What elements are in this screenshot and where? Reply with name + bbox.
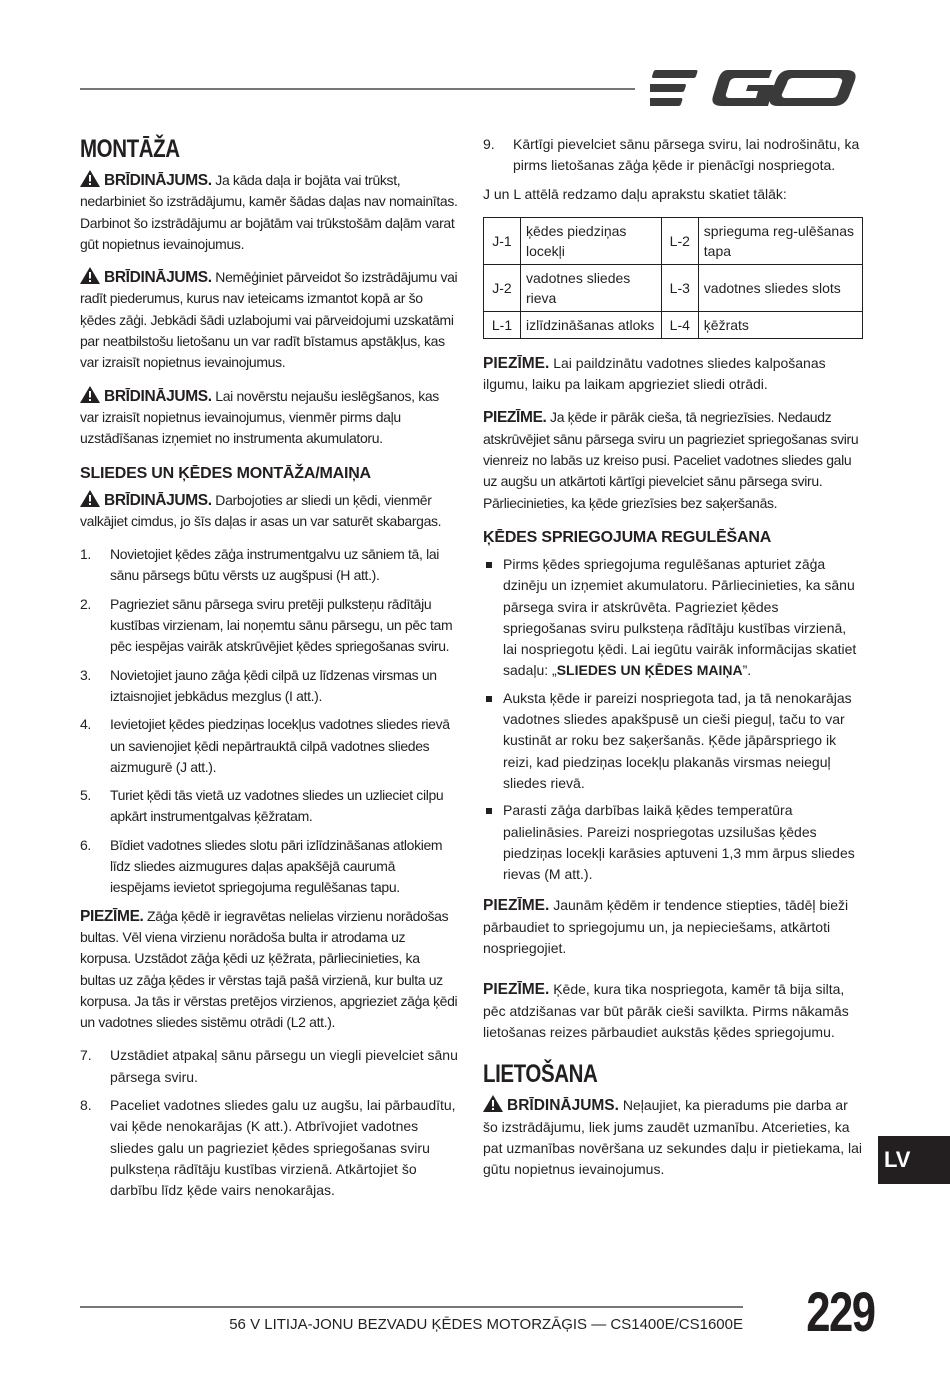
note-label: PIEZĪME. — [483, 409, 547, 427]
step-item — [80, 1045, 458, 1088]
table-intro: J un L attēlā redzamo daļu aprakstu skatiet tālāk: — [483, 185, 787, 202]
warning-label: BRĪDINĀJUMS. — [507, 1097, 619, 1115]
step-item — [80, 594, 458, 658]
step-item — [80, 785, 458, 828]
step-item — [80, 835, 458, 899]
step-text: Bīdiet vadotnes sliedes slotu pāri izlīdzināšanas atlokiem līdz sliedes aizmugures daļas apakšējā caurumā iespējams ievietot spriegojuma regulēšanas tapu. — [110, 836, 443, 896]
part-desc: vadotnes sliedes rieva — [521, 264, 662, 311]
parts-table — [483, 217, 863, 339]
warning-paragraph — [483, 1095, 863, 1180]
note-label: PIEZĪME. — [483, 897, 550, 915]
assembly-steps-continued — [80, 1045, 458, 1201]
warning-triangle-icon — [80, 170, 100, 187]
step-number: 4. — [80, 716, 91, 733]
warning-paragraph — [80, 267, 458, 373]
step-item — [80, 1095, 458, 1201]
subsection-title-tension: ĶĒDES SPRIEGOJUMA REGULĒŠANA — [483, 528, 772, 546]
note-paragraph — [483, 353, 863, 396]
right-column — [483, 134, 863, 1192]
bullet-square-icon — [486, 696, 492, 702]
step-text: Novietojiet ķēdes zāģa instrumentgalvu uz sāniem tā, lai sānu pārsegs būtu vērsts uz augšpusi (H att.). — [110, 546, 440, 584]
bullet-text-after: ”. — [742, 662, 752, 679]
bullet-bold-ref: SLIEDES UN ĶĒDES MAIŅA — [556, 662, 743, 679]
note-paragraph — [483, 895, 863, 959]
note-label: PIEZĪME. — [483, 354, 550, 372]
assembly-step-9 — [483, 134, 863, 177]
step-item — [80, 544, 458, 587]
warning-triangle-icon — [80, 267, 100, 284]
header-rule — [80, 88, 635, 90]
bullet-text: Pirms ķēdes spriegojuma regulēšanas apturiet zāģa dzinēju un izņemiet akumulatoru. Pārliecinieties, ka sānu pārsega svira ir atskrūvēta. Pagrieziet ķēdes spriegošanas sviru pulksteņa rādītāju kustības virzienā, lai nospriegotu ķēdi. Lai iegūtu vairāk informācijas skatiet sadaļu: „ — [503, 555, 857, 679]
note-text: Zāģa ķēdē ir iegravētas nelielas virzienu norādošas bultas. Vēl viena virzienu norādoša bulta ir atrodama uz korpusa. Uzstādot zāģa ķēdi uz ķēžrata, pārliecinieties, ka bultas uz zāģa ķēdes ir vērstas tajā pašā virzienā, kur bulta uz korpusa. Ja tās ir vērstas pretējos virzienos, apgrieziet zāģa ķēdi un vadotnes sliedes sistēmu otrādi (L2 att.). — [80, 907, 458, 1031]
step-number: 3. — [80, 666, 91, 683]
step-number: 7. — [80, 1047, 92, 1064]
warning-text: Darbojoties ar sliedi un ķēdi, vienmēr valkājiet cimdus, jo šīs daļas ir asas un var saturēt skabargas. — [80, 491, 442, 529]
part-code: L-4 — [661, 311, 698, 338]
warning-triangle-icon — [80, 490, 100, 507]
section-title-montaza: MONTĀŽA — [80, 135, 180, 163]
table-row — [484, 264, 863, 311]
assembly-steps — [80, 544, 458, 898]
step-number: 2. — [80, 595, 91, 612]
note-text: Ķēde, kura tika nospriegota, kamēr tā bija silta, pēc atdzišanas var būt pārāk cieši savilkta. Pirms nākamās lietošanas reizes pārbaudiet aukstās ķēdes spriegojumu. — [483, 981, 849, 1040]
step-text: Novietojiet jauno zāģa ķēdi cilpā uz līdzenas virsmas un iztaisnojiet jebkādus mezglus (I att.). — [110, 666, 437, 704]
step-number: 8. — [80, 1096, 92, 1113]
step-text: Turiet ķēdi tās vietā uz vadotnes sliedes un uzlieciet cilpu apkārt instrumentgalvas ķēžratam. — [110, 787, 444, 825]
note-paragraph — [483, 979, 863, 1043]
table-row — [484, 311, 863, 338]
part-desc: izlīdzināšanas atloks — [521, 311, 662, 338]
warning-paragraph — [80, 386, 458, 450]
part-desc: ķēdes piedziņas locekļi — [521, 217, 662, 264]
step-number: 6. — [80, 836, 91, 853]
bullet-text: Auksta ķēde ir pareizi nospriegota tad, ja tā nenokarājas vadotnes sliedes apakšpusē un cieši pieguļ, taču to var kustināt ar roku bez saķeršanās. Ķēde jāpārspriego ik reizi, kad piedziņas locekļu plakanās virsmas neieguļ sliedes rievā. — [503, 689, 852, 791]
warning-label: BRĪDINĀJUMS. — [104, 387, 212, 405]
step-number: 1. — [80, 546, 91, 563]
step-text: Paceliet vadotnes sliedes galu uz augšu, lai pārbaudītu, vai ķēde nenokarājas (K att.). Atbrīvojiet vadotnes sliedes galu un pagrieziet ķēdes spriegošanas sviru pulksteņa rādītāju kustības virzienā. Atkārtojiet šo darbību līdz ķēde vairs nenokarājas. — [110, 1096, 456, 1199]
part-desc: ķēžrats — [698, 311, 862, 338]
part-desc: vadotnes sliedes slots — [698, 264, 862, 311]
warning-triangle-icon — [483, 1095, 503, 1112]
step-item — [483, 134, 863, 177]
part-code: J-1 — [484, 217, 521, 264]
step-text: Uzstādiet atpakaļ sānu pārsegu un viegli pievelciet sānu pārsega sviru. — [110, 1047, 458, 1085]
warning-paragraph — [80, 170, 458, 255]
warning-text: Lai novērstu nejaušu ieslēgšanos, kas var izraisīt nopietnus ievainojumus, vienmēr pirms daļu uzstādīšanas izņemiet no instrumenta akumulatoru. — [80, 387, 439, 447]
language-tab: LV — [878, 1136, 950, 1184]
bullet-item — [483, 554, 863, 682]
footer-rule — [80, 1306, 743, 1308]
bullet-item — [483, 688, 863, 794]
step-item — [80, 714, 458, 778]
part-code: L-3 — [661, 264, 698, 311]
part-code: L-2 — [661, 217, 698, 264]
step-text: Ievietojiet ķēdes piedziņas locekļus vadotnes sliedes rievā un savienojiet ķēdi nepārtrauktā cilpā vadotnes sliedes aizmugurē (J att.). — [110, 716, 450, 775]
tension-bullets — [483, 554, 863, 885]
warning-text: Nemēģiniet pārveidot šo izstrādājumu vai radīt piederumus, kurus nav ieteicams izmantot kopā ar šo ķēdes zāģi. Jebkādi šādi uzlabojumi vai pārveidojumi uzskatāmi par neatbilstošu lietošanu un var radīt bīstamus apstākļus, kas var izraisīt nopietnus ievainojumus. — [80, 269, 458, 371]
step-number: 9. — [483, 136, 495, 152]
subsection-title-bar-chain: SLIEDES UN ĶĒDES MONTĀŽA/MAIŅA — [80, 464, 371, 482]
note-text: Ja ķēde ir pārāk cieša, tā negriezīsies. Nedaudz atskrūvējiet sānu pārsega sviru un pagrieziet spriegošanas sviru vienreiz no labās uz kreiso pusi. Paceliet vadotnes sliedes galu uz augšu un atkārtoti kārtīgi pievelciet sānu pārsega sviru. Pārliecinieties, ka ķēde griezīsies bez saķeršanās. — [483, 409, 859, 511]
note-text: Jaunām ķēdēm ir tendence stiepties, tādēļ bieži pārbaudiet to spriegojumu un, ja nepieciešams, atkārtoti nospriegojiet. — [483, 897, 849, 957]
step-text: Pagrieziet sānu pārsega sviru pretēji pulksteņu rādītāju kustības virzienam, lai noņemtu sānu pārsegu, un pēc tam pēc iespējas vairāk atskrūvējiet ķēdes spriegošanas sviru. — [110, 595, 453, 655]
ego-logo — [650, 64, 862, 112]
step-number: 5. — [80, 787, 91, 804]
warning-text: Neļaujiet, ka pieradums pie darba ar šo izstrādājumu, liek jums zaudēt uzmanību. Atcerieties, ka pat uzmanības novēršana uz sekundes daļu ir pietiekama, lai gūtu nopietnus ievainojumus. — [483, 1097, 862, 1178]
left-column — [80, 130, 458, 1208]
warning-label: BRĪDINĀJUMS. — [104, 172, 212, 189]
note-label: PIEZĪME. — [483, 981, 550, 999]
bullet-text: Parasti zāģa darbības laikā ķēdes temperatūra palielināsies. Pareizi nospriegotas uzsilušas ķēdes piedziņas locekļi karāsies aptuveni 1,3 mm ārpus sliedes rievas (M att.). — [503, 802, 855, 883]
warning-text: Ja kāda daļa ir bojāta vai trūkst, nedarbiniet šo izstrādājumu, kamēr šādas daļas nav nomainītas. Darbinot šo izstrādājumu ar bojātām vai trūkstošām daļām varat gūt nopietnus ievainojumus. — [80, 172, 458, 252]
bullet-square-icon — [486, 562, 492, 568]
footer-product-title: 56 V LITIJA-JONU BEZVADU ĶĒDES MOTORZĀĢIS — CS1400E/CS1600E — [229, 1316, 743, 1333]
page-number: 229 — [806, 1280, 875, 1343]
note-text: Lai paildzinātu vadotnes sliedes kalpošanas ilgumu, laiku pa laikam apgrieziet sliedi otrādi. — [483, 354, 826, 393]
warning-label: BRĪDINĀJUMS. — [104, 269, 212, 287]
bullet-square-icon — [486, 808, 492, 814]
table-row — [484, 217, 863, 264]
note-paragraph — [483, 407, 863, 513]
warning-paragraph — [80, 490, 458, 533]
section-title-lietosana: LIETOŠANA — [483, 1060, 598, 1089]
bullet-item — [483, 800, 863, 885]
step-item — [80, 665, 458, 708]
step-text: Kārtīgi pievelciet sānu pārsega sviru, lai nodrošinātu, ka pirms lietošanas zāģa ķēde ir pienācīgi nospriegota. — [513, 136, 860, 174]
warning-label: BRĪDINĀJUMS. — [104, 491, 212, 509]
note-label: PIEZĪME. — [80, 907, 144, 925]
warning-triangle-icon — [80, 386, 100, 403]
part-code: L-1 — [484, 311, 521, 338]
part-desc: sprieguma reg-ulēšanas tapa — [698, 217, 862, 264]
part-code: J-2 — [484, 264, 521, 311]
note-paragraph — [80, 906, 458, 1034]
